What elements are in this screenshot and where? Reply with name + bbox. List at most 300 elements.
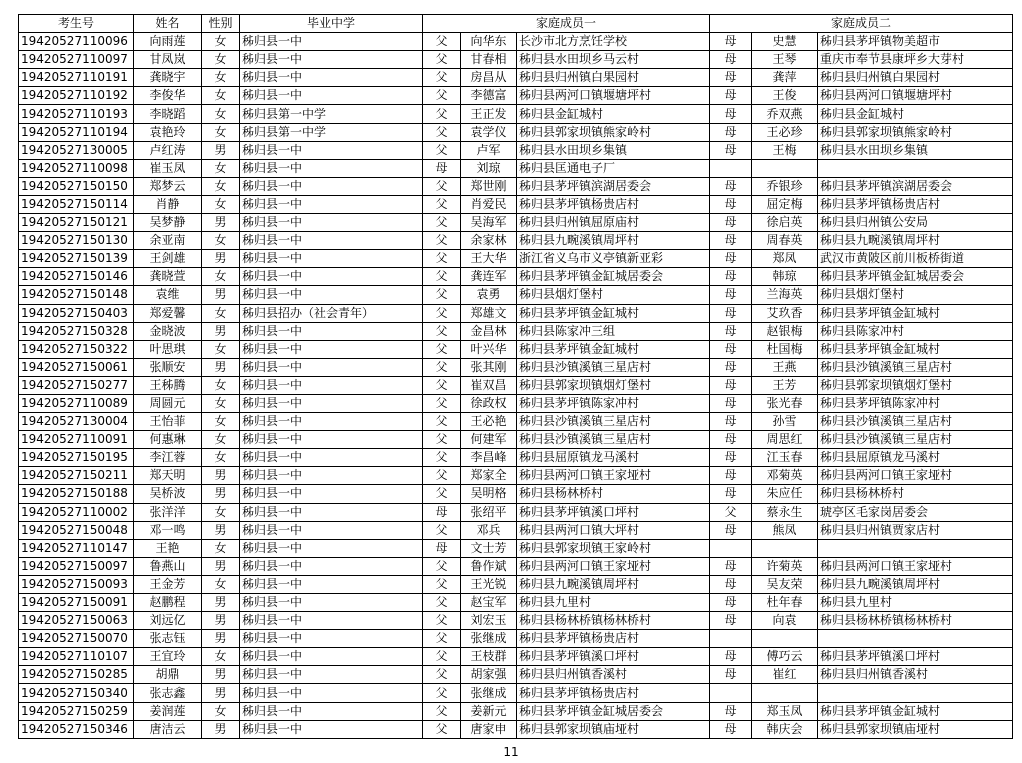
cell-member2-name: 韩琼 bbox=[752, 268, 818, 286]
cell-member2-name: 徐启英 bbox=[752, 214, 818, 232]
cell-member2-relation: 母 bbox=[710, 141, 752, 159]
cell-exam-id: 19420527150070 bbox=[19, 630, 134, 648]
cell-member1-relation: 父 bbox=[423, 684, 461, 702]
table-row bbox=[19, 684, 1013, 702]
cell-student-name: 赵鹏程 bbox=[134, 594, 202, 612]
cell-member1-name: 王大华 bbox=[461, 250, 517, 268]
cell-member2-name: 王芳 bbox=[752, 376, 818, 394]
cell-exam-id: 19420527150091 bbox=[19, 594, 134, 612]
cell-student-name: 郑天明 bbox=[134, 467, 202, 485]
cell-school: 秭归县一中 bbox=[240, 720, 423, 738]
cell-gender: 女 bbox=[202, 105, 240, 123]
cell-student-name: 王剑雄 bbox=[134, 250, 202, 268]
table-row bbox=[19, 159, 1013, 177]
cell-member2-relation: 母 bbox=[710, 449, 752, 467]
cell-member2-relation: 母 bbox=[710, 575, 752, 593]
cell-member2-workplace: 秭归县茅坪镇金缸城居委会 bbox=[818, 268, 1013, 286]
cell-member2-workplace: 秭归县烟灯堡村 bbox=[818, 286, 1013, 304]
cell-member1-workplace: 秭归县烟灯堡村 bbox=[517, 286, 710, 304]
table-row bbox=[19, 666, 1013, 684]
cell-member2-relation: 母 bbox=[710, 666, 752, 684]
cell-exam-id: 19420527110194 bbox=[19, 123, 134, 141]
cell-member2-workplace: 秭归县杨林桥村 bbox=[818, 485, 1013, 503]
table-row bbox=[19, 521, 1013, 539]
table-row bbox=[19, 141, 1013, 159]
cell-gender: 男 bbox=[202, 666, 240, 684]
cell-gender: 男 bbox=[202, 467, 240, 485]
cell-member1-name: 郑家全 bbox=[461, 467, 517, 485]
table-row bbox=[19, 87, 1013, 105]
table-row bbox=[19, 69, 1013, 87]
table-row bbox=[19, 33, 1013, 51]
cell-student-name: 余亚南 bbox=[134, 232, 202, 250]
cell-member1-relation: 父 bbox=[423, 69, 461, 87]
cell-member1-relation: 父 bbox=[423, 612, 461, 630]
cell-school: 秭归县一中 bbox=[240, 250, 423, 268]
cell-school: 秭归县一中 bbox=[240, 69, 423, 87]
table-row bbox=[19, 51, 1013, 69]
cell-member2-workplace bbox=[818, 630, 1013, 648]
cell-member2-workplace: 秭归县郭家坝镇烟灯堡村 bbox=[818, 376, 1013, 394]
cell-school: 秭归县一中 bbox=[240, 684, 423, 702]
table-row bbox=[19, 503, 1013, 521]
cell-member2-relation bbox=[710, 630, 752, 648]
cell-member1-workplace: 秭归县陈家冲三组 bbox=[517, 322, 710, 340]
cell-member1-relation: 父 bbox=[423, 123, 461, 141]
cell-member2-workplace: 秭归县郭家坝镇熊家岭村 bbox=[818, 123, 1013, 141]
cell-student-name: 崔玉凤 bbox=[134, 159, 202, 177]
cell-student-name: 李晓蹈 bbox=[134, 105, 202, 123]
cell-exam-id: 19420527150285 bbox=[19, 666, 134, 684]
cell-member1-relation: 父 bbox=[423, 105, 461, 123]
cell-gender: 女 bbox=[202, 394, 240, 412]
cell-member1-name: 吴海军 bbox=[461, 214, 517, 232]
cell-member1-workplace: 秭归县沙镇溪镇三星店村 bbox=[517, 431, 710, 449]
cell-member1-relation: 父 bbox=[423, 630, 461, 648]
cell-member1-name: 余家林 bbox=[461, 232, 517, 250]
cell-student-name: 胡鼎 bbox=[134, 666, 202, 684]
table-row bbox=[19, 358, 1013, 376]
cell-member1-relation: 父 bbox=[423, 648, 461, 666]
cell-gender: 女 bbox=[202, 503, 240, 521]
cell-member1-relation: 父 bbox=[423, 304, 461, 322]
cell-member2-name: 向袁 bbox=[752, 612, 818, 630]
cell-student-name: 张志鑫 bbox=[134, 684, 202, 702]
cell-member2-name: 熊凤 bbox=[752, 521, 818, 539]
header-family-member-2: 家庭成员二 bbox=[710, 15, 1013, 33]
cell-exam-id: 19420527150130 bbox=[19, 232, 134, 250]
cell-student-name: 袁艳玲 bbox=[134, 123, 202, 141]
cell-school: 秭归县一中 bbox=[240, 51, 423, 69]
cell-member1-name: 刘琼 bbox=[461, 159, 517, 177]
cell-gender: 男 bbox=[202, 612, 240, 630]
cell-gender: 女 bbox=[202, 177, 240, 195]
cell-member2-relation: 母 bbox=[710, 358, 752, 376]
cell-member2-relation: 母 bbox=[710, 87, 752, 105]
cell-member1-name: 李昌峰 bbox=[461, 449, 517, 467]
cell-exam-id: 19420527150259 bbox=[19, 702, 134, 720]
cell-school: 秭归县一中 bbox=[240, 666, 423, 684]
cell-school: 秭归县一中 bbox=[240, 413, 423, 431]
cell-member1-name: 向华东 bbox=[461, 33, 517, 51]
cell-exam-id: 19420527150139 bbox=[19, 250, 134, 268]
cell-member2-relation: 母 bbox=[710, 250, 752, 268]
cell-student-name: 郑梦云 bbox=[134, 177, 202, 195]
cell-member2-workplace: 秭归县两河口镇王家垭村 bbox=[818, 467, 1013, 485]
cell-school: 秭归县一中 bbox=[240, 177, 423, 195]
cell-member2-name: 傅巧云 bbox=[752, 648, 818, 666]
cell-school: 秭归县一中 bbox=[240, 557, 423, 575]
cell-gender: 女 bbox=[202, 702, 240, 720]
cell-member2-relation: 母 bbox=[710, 304, 752, 322]
cell-member1-workplace: 秭归县归州镇香溪村 bbox=[517, 666, 710, 684]
cell-member2-workplace: 琥亭区毛家岗居委会 bbox=[818, 503, 1013, 521]
cell-member1-name: 何建军 bbox=[461, 431, 517, 449]
table-row bbox=[19, 177, 1013, 195]
cell-member1-relation: 父 bbox=[423, 232, 461, 250]
cell-gender: 男 bbox=[202, 214, 240, 232]
cell-gender: 男 bbox=[202, 485, 240, 503]
cell-member2-name: 乔银珍 bbox=[752, 177, 818, 195]
cell-gender: 女 bbox=[202, 340, 240, 358]
cell-member1-relation: 父 bbox=[423, 521, 461, 539]
cell-member2-name bbox=[752, 684, 818, 702]
cell-member2-workplace: 秭归县茅坪镇溪口坪村 bbox=[818, 648, 1013, 666]
cell-member1-name: 姜新元 bbox=[461, 702, 517, 720]
cell-student-name: 张顺安 bbox=[134, 358, 202, 376]
cell-member2-workplace: 秭归县归州镇贾家店村 bbox=[818, 521, 1013, 539]
cell-student-name: 王宜玲 bbox=[134, 648, 202, 666]
cell-member1-relation: 父 bbox=[423, 413, 461, 431]
cell-exam-id: 19420527110147 bbox=[19, 539, 134, 557]
cell-member2-workplace: 秭归县屈原镇龙马溪村 bbox=[818, 449, 1013, 467]
cell-member1-workplace: 秭归县沙镇溪镇三星店村 bbox=[517, 358, 710, 376]
table-row bbox=[19, 575, 1013, 593]
cell-exam-id: 19420527110091 bbox=[19, 431, 134, 449]
cell-member2-relation bbox=[710, 159, 752, 177]
cell-member2-relation: 母 bbox=[710, 69, 752, 87]
cell-member1-name: 袁学仪 bbox=[461, 123, 517, 141]
cell-member2-workplace: 秭归县九里村 bbox=[818, 594, 1013, 612]
cell-gender: 男 bbox=[202, 720, 240, 738]
cell-member2-relation: 母 bbox=[710, 376, 752, 394]
cell-member2-relation: 母 bbox=[710, 557, 752, 575]
cell-member1-workplace: 秭归县茅坪镇金缸城村 bbox=[517, 340, 710, 358]
cell-exam-id: 19420527150048 bbox=[19, 521, 134, 539]
cell-gender: 女 bbox=[202, 413, 240, 431]
cell-member1-workplace: 秭归县茅坪镇金缸城居委会 bbox=[517, 702, 710, 720]
cell-member2-relation: 母 bbox=[710, 467, 752, 485]
table-row bbox=[19, 394, 1013, 412]
cell-school: 秭归县一中 bbox=[240, 376, 423, 394]
cell-member1-relation: 父 bbox=[423, 394, 461, 412]
cell-member1-name: 甘春相 bbox=[461, 51, 517, 69]
header-row bbox=[19, 15, 1013, 33]
cell-gender: 男 bbox=[202, 250, 240, 268]
cell-member1-relation: 父 bbox=[423, 340, 461, 358]
cell-exam-id: 19420527150121 bbox=[19, 214, 134, 232]
cell-gender: 女 bbox=[202, 648, 240, 666]
cell-member2-name: 乔双燕 bbox=[752, 105, 818, 123]
table-row bbox=[19, 123, 1013, 141]
cell-gender: 女 bbox=[202, 123, 240, 141]
cell-student-name: 甘凤岚 bbox=[134, 51, 202, 69]
cell-member2-workplace: 秭归县茅坪镇陈家冲村 bbox=[818, 394, 1013, 412]
cell-member2-name: 许菊英 bbox=[752, 557, 818, 575]
cell-member2-name bbox=[752, 630, 818, 648]
cell-gender: 女 bbox=[202, 431, 240, 449]
cell-member1-workplace: 秭归县匡通电子厂 bbox=[517, 159, 710, 177]
cell-member2-workplace: 秭归县沙镇溪镇三星店村 bbox=[818, 358, 1013, 376]
cell-school: 秭归县招办（社会青年） bbox=[240, 304, 423, 322]
cell-member2-relation: 母 bbox=[710, 268, 752, 286]
cell-member1-relation: 父 bbox=[423, 449, 461, 467]
cell-member2-name: 王俊 bbox=[752, 87, 818, 105]
cell-member1-relation: 父 bbox=[423, 467, 461, 485]
cell-member2-name: 史慧 bbox=[752, 33, 818, 51]
table-row bbox=[19, 250, 1013, 268]
cell-student-name: 肖静 bbox=[134, 195, 202, 213]
cell-member2-relation: 母 bbox=[710, 340, 752, 358]
cell-member1-relation: 父 bbox=[423, 594, 461, 612]
cell-member1-name: 郑雄文 bbox=[461, 304, 517, 322]
table-row bbox=[19, 286, 1013, 304]
cell-member2-workplace bbox=[818, 539, 1013, 557]
cell-member1-name: 王枝群 bbox=[461, 648, 517, 666]
table-row bbox=[19, 720, 1013, 738]
table-row bbox=[19, 630, 1013, 648]
table-row bbox=[19, 413, 1013, 431]
cell-member2-name: 兰海英 bbox=[752, 286, 818, 304]
cell-member2-relation bbox=[710, 539, 752, 557]
cell-member1-name: 吴明格 bbox=[461, 485, 517, 503]
cell-member1-name: 郑世刚 bbox=[461, 177, 517, 195]
cell-member2-workplace: 秭归县茅坪镇杨贵店村 bbox=[818, 195, 1013, 213]
cell-exam-id: 19420527150114 bbox=[19, 195, 134, 213]
table-row bbox=[19, 648, 1013, 666]
cell-member2-workplace bbox=[818, 159, 1013, 177]
cell-member1-relation: 母 bbox=[423, 503, 461, 521]
cell-member2-name: 艾玖香 bbox=[752, 304, 818, 322]
cell-member1-relation: 父 bbox=[423, 250, 461, 268]
cell-member2-name: 杜国梅 bbox=[752, 340, 818, 358]
cell-member1-relation: 父 bbox=[423, 720, 461, 738]
cell-member2-workplace: 武汉市黄陂区前川板桥街道 bbox=[818, 250, 1013, 268]
cell-gender: 男 bbox=[202, 684, 240, 702]
cell-member2-workplace: 秭归县沙镇溪镇三星店村 bbox=[818, 431, 1013, 449]
cell-gender: 男 bbox=[202, 594, 240, 612]
cell-member2-workplace: 秭归县茅坪镇滨湖居委会 bbox=[818, 177, 1013, 195]
cell-member2-relation: 母 bbox=[710, 521, 752, 539]
cell-member2-relation bbox=[710, 684, 752, 702]
cell-student-name: 李俊华 bbox=[134, 87, 202, 105]
cell-school: 秭归县一中 bbox=[240, 87, 423, 105]
cell-member1-relation: 父 bbox=[423, 358, 461, 376]
cell-exam-id: 19420527110097 bbox=[19, 51, 134, 69]
cell-member1-relation: 父 bbox=[423, 33, 461, 51]
cell-member1-relation: 父 bbox=[423, 702, 461, 720]
cell-member2-workplace: 秭归县水田坝乡集镇 bbox=[818, 141, 1013, 159]
cell-student-name: 王金芳 bbox=[134, 575, 202, 593]
cell-member1-workplace: 秭归县茅坪镇溪口坪村 bbox=[517, 503, 710, 521]
cell-member2-workplace: 秭归县两河口镇王家垭村 bbox=[818, 557, 1013, 575]
student-family-table bbox=[18, 14, 1013, 739]
cell-member2-name: 王燕 bbox=[752, 358, 818, 376]
cell-member1-relation: 父 bbox=[423, 575, 461, 593]
table-row bbox=[19, 304, 1013, 322]
cell-member2-relation: 母 bbox=[710, 413, 752, 431]
cell-member1-name: 邓兵 bbox=[461, 521, 517, 539]
cell-member1-relation: 父 bbox=[423, 376, 461, 394]
table-row bbox=[19, 322, 1013, 340]
cell-member2-workplace: 秭归县沙镇溪镇三星店村 bbox=[818, 413, 1013, 431]
cell-exam-id: 19420527110098 bbox=[19, 159, 134, 177]
table-row bbox=[19, 340, 1013, 358]
cell-gender: 女 bbox=[202, 575, 240, 593]
cell-member1-workplace: 秭归县两河口镇王家垭村 bbox=[517, 557, 710, 575]
cell-member1-workplace: 秭归县两河口镇王家垭村 bbox=[517, 467, 710, 485]
cell-member1-workplace: 秭归县水田坝乡集镇 bbox=[517, 141, 710, 159]
cell-member2-name: 邓菊英 bbox=[752, 467, 818, 485]
cell-school: 秭归县一中 bbox=[240, 702, 423, 720]
cell-member2-name: 郑凤 bbox=[752, 250, 818, 268]
cell-member1-relation: 父 bbox=[423, 51, 461, 69]
cell-school: 秭归县一中 bbox=[240, 322, 423, 340]
cell-member2-workplace: 重庆市奉节县康坪乡大芽村 bbox=[818, 51, 1013, 69]
cell-member1-name: 王光锐 bbox=[461, 575, 517, 593]
cell-member1-relation: 父 bbox=[423, 141, 461, 159]
table-row bbox=[19, 539, 1013, 557]
cell-member2-workplace: 秭归县归州镇公安局 bbox=[818, 214, 1013, 232]
table-row bbox=[19, 232, 1013, 250]
cell-member1-workplace: 长沙市北方烹饪学校 bbox=[517, 33, 710, 51]
cell-exam-id: 19420527150148 bbox=[19, 286, 134, 304]
cell-gender: 男 bbox=[202, 358, 240, 376]
cell-member1-relation: 父 bbox=[423, 666, 461, 684]
cell-member1-name: 袁勇 bbox=[461, 286, 517, 304]
cell-member1-name: 唐家申 bbox=[461, 720, 517, 738]
cell-exam-id: 19420527110089 bbox=[19, 394, 134, 412]
cell-gender: 女 bbox=[202, 33, 240, 51]
cell-school: 秭归县一中 bbox=[240, 485, 423, 503]
cell-member1-name: 龚连军 bbox=[461, 268, 517, 286]
cell-member2-relation: 母 bbox=[710, 322, 752, 340]
cell-student-name: 刘远亿 bbox=[134, 612, 202, 630]
cell-gender: 男 bbox=[202, 322, 240, 340]
table-row bbox=[19, 485, 1013, 503]
cell-student-name: 鲁燕山 bbox=[134, 557, 202, 575]
cell-member1-name: 张继成 bbox=[461, 684, 517, 702]
cell-gender: 女 bbox=[202, 69, 240, 87]
cell-member2-relation: 母 bbox=[710, 720, 752, 738]
cell-gender: 女 bbox=[202, 449, 240, 467]
cell-exam-id: 19420527150146 bbox=[19, 268, 134, 286]
cell-gender: 女 bbox=[202, 159, 240, 177]
cell-exam-id: 19420527150346 bbox=[19, 720, 134, 738]
cell-member2-workplace: 秭归县两河口镇堰塘坪村 bbox=[818, 87, 1013, 105]
table-row bbox=[19, 449, 1013, 467]
cell-member1-workplace: 秭归县金缸城村 bbox=[517, 105, 710, 123]
cell-school: 秭归县一中 bbox=[240, 449, 423, 467]
cell-gender: 男 bbox=[202, 141, 240, 159]
cell-member2-relation: 母 bbox=[710, 702, 752, 720]
cell-member1-workplace: 秭归县九畹溪镇周坪村 bbox=[517, 575, 710, 593]
cell-exam-id: 19420527150403 bbox=[19, 304, 134, 322]
cell-school: 秭归县一中 bbox=[240, 612, 423, 630]
cell-member1-workplace: 秭归县茅坪镇溪口坪村 bbox=[517, 648, 710, 666]
cell-member1-name: 王正发 bbox=[461, 105, 517, 123]
cell-member1-workplace: 秭归县杨林桥村 bbox=[517, 485, 710, 503]
table-row bbox=[19, 702, 1013, 720]
table-row bbox=[19, 376, 1013, 394]
cell-gender: 女 bbox=[202, 87, 240, 105]
cell-exam-id: 19420527150061 bbox=[19, 358, 134, 376]
cell-member1-relation: 父 bbox=[423, 177, 461, 195]
cell-member2-workplace: 秭归县茅坪镇物美超市 bbox=[818, 33, 1013, 51]
cell-member2-name: 孙雪 bbox=[752, 413, 818, 431]
cell-member1-name: 崔双昌 bbox=[461, 376, 517, 394]
cell-school: 秭归县一中 bbox=[240, 214, 423, 232]
cell-student-name: 唐洁云 bbox=[134, 720, 202, 738]
cell-student-name: 张志钰 bbox=[134, 630, 202, 648]
cell-gender: 女 bbox=[202, 195, 240, 213]
cell-gender: 女 bbox=[202, 304, 240, 322]
cell-student-name: 王怡菲 bbox=[134, 413, 202, 431]
cell-member2-relation: 父 bbox=[710, 503, 752, 521]
cell-member1-name: 李德富 bbox=[461, 87, 517, 105]
cell-student-name: 金晓波 bbox=[134, 322, 202, 340]
cell-student-name: 邓一鸣 bbox=[134, 521, 202, 539]
header-school: 毕业中学 bbox=[240, 15, 423, 33]
cell-member2-name: 屈定梅 bbox=[752, 195, 818, 213]
cell-school: 秭归县一中 bbox=[240, 648, 423, 666]
cell-member2-workplace: 秭归县茅坪镇金缸城村 bbox=[818, 304, 1013, 322]
cell-member1-relation: 母 bbox=[423, 159, 461, 177]
cell-member2-name bbox=[752, 159, 818, 177]
cell-member1-name: 王必艳 bbox=[461, 413, 517, 431]
cell-member2-relation: 母 bbox=[710, 594, 752, 612]
cell-gender: 女 bbox=[202, 376, 240, 394]
cell-member2-name: 王琴 bbox=[752, 51, 818, 69]
cell-gender: 女 bbox=[202, 51, 240, 69]
cell-school: 秭归县一中 bbox=[240, 159, 423, 177]
cell-school: 秭归县一中 bbox=[240, 286, 423, 304]
cell-member2-relation: 母 bbox=[710, 51, 752, 69]
cell-school: 秭归县一中 bbox=[240, 539, 423, 557]
cell-member1-relation: 父 bbox=[423, 286, 461, 304]
cell-member2-name bbox=[752, 539, 818, 557]
cell-member2-relation: 母 bbox=[710, 485, 752, 503]
cell-student-name: 龚晓宇 bbox=[134, 69, 202, 87]
cell-member2-name: 吴友荣 bbox=[752, 575, 818, 593]
cell-member2-workplace: 秭归县归州镇白果园村 bbox=[818, 69, 1013, 87]
cell-member1-workplace: 秭归县茅坪镇陈家冲村 bbox=[517, 394, 710, 412]
cell-exam-id: 19420527150328 bbox=[19, 322, 134, 340]
cell-school: 秭归县一中 bbox=[240, 431, 423, 449]
cell-member1-relation: 父 bbox=[423, 268, 461, 286]
header-gender: 性别 bbox=[202, 15, 240, 33]
cell-member1-relation: 父 bbox=[423, 557, 461, 575]
header-name: 姓名 bbox=[134, 15, 202, 33]
cell-member1-relation: 父 bbox=[423, 195, 461, 213]
cell-school: 秭归县一中 bbox=[240, 630, 423, 648]
cell-member1-name: 卢军 bbox=[461, 141, 517, 159]
cell-school: 秭归县一中 bbox=[240, 340, 423, 358]
cell-exam-id: 19420527150211 bbox=[19, 467, 134, 485]
cell-student-name: 姜润莲 bbox=[134, 702, 202, 720]
cell-exam-id: 19420527150195 bbox=[19, 449, 134, 467]
cell-school: 秭归县一中 bbox=[240, 232, 423, 250]
